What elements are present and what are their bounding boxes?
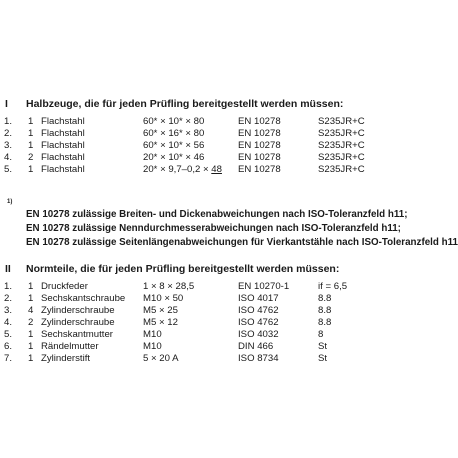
row-name: Sechskantschraube [41,293,126,304]
table-row [0,164,458,176]
section-2-number: II [5,263,11,275]
row-position: 5. [4,164,13,175]
section-1-title: Halbzeuge, die für jeden Prüfling bereitgestellt werden müssen: [26,98,344,110]
row-name: Sechskantmutter [41,329,113,340]
footnote-line [0,223,458,236]
table-row [0,293,458,305]
row-quantity: 2 [28,152,34,163]
row-name: Zylinderschraube [41,317,115,328]
table-row [0,329,458,341]
table-row [0,152,458,164]
row-name: Zylinderschraube [41,305,115,316]
row-name: Flachstahl [41,152,85,163]
row-name: Zylinderstift [41,353,91,364]
row-dimension: M10 × 50 [143,293,184,304]
row-material: S235JR+C [318,164,365,175]
row-name: Druckfeder [41,281,88,292]
row-material: 8.8 [318,305,332,316]
row-dimension: 60* × 16* × 80 [143,128,205,139]
row-dimension: M10 [143,329,162,340]
section-2-title: Normteile, die für jeden Prüfling bereitgestellt werden müssen: [26,263,340,275]
footnote-mark: 1) [7,199,13,205]
row-quantity: 1 [28,116,34,127]
row-position: 2. [4,293,13,304]
row-name: Flachstahl [41,128,85,139]
row-quantity: 4 [28,305,34,316]
row-quantity: 1 [28,164,34,175]
row-position: 1. [4,116,13,127]
row-standard: ISO 8734 [238,353,279,364]
row-standard: ISO 4762 [238,317,279,328]
row-standard: EN 10270-1 [238,281,290,292]
row-material: 8.8 [318,293,332,304]
row-name: Rändelmutter [41,341,99,352]
row-dimension-underlined: 48 [211,164,222,175]
footnote-line [0,237,458,250]
table-row [0,140,458,152]
row-name: Flachstahl [41,116,85,127]
table-row [0,305,458,317]
row-quantity: 2 [28,317,34,328]
table-row [0,317,458,329]
row-position: 2. [4,128,13,139]
footnote-text: EN 10278 zulässige Nenndurchmesserabweichungen nach ISO-Toleranzfeld h11; [26,223,401,234]
row-quantity: 1 [28,293,34,304]
row-standard: ISO 4017 [238,293,279,304]
row-position: 6. [4,341,13,352]
row-dimension: 20* × 10* × 46 [143,152,205,163]
row-material: if = 6,5 [318,281,348,292]
row-quantity: 1 [28,281,34,292]
row-dimension [143,164,222,175]
row-name: Flachstahl [41,140,85,151]
row-position: 4. [4,317,13,328]
row-quantity: 1 [28,140,34,151]
row-position: 7. [4,353,13,364]
row-position: 3. [4,140,13,151]
row-material: S235JR+C [318,152,365,163]
row-dimension: M10 [143,341,162,352]
section-1-heading [0,98,458,112]
row-quantity: 1 [28,329,34,340]
row-standard: DIN 466 [238,341,274,352]
row-material: S235JR+C [318,116,365,127]
row-material: 8 [318,329,324,340]
row-dimension: 1 × 8 × 28,5 [143,281,195,292]
row-quantity: 1 [28,128,34,139]
row-material: St [318,353,328,364]
row-standard: ISO 4762 [238,305,279,316]
row-quantity: 1 [28,341,34,352]
table-row [0,341,458,353]
row-name: Flachstahl [41,164,85,175]
row-dimension-main: 20* × 9,7–0,2 × [143,164,212,175]
row-position: 3. [4,305,13,316]
row-quantity: 1 [28,353,34,364]
table-row [0,116,458,128]
table-row [0,281,458,293]
row-dimension: 60* × 10* × 56 [143,140,205,151]
row-material: 8.8 [318,317,332,328]
row-standard: EN 10278 [238,128,281,139]
footnote-text: EN 10278 zulässige Seitenlängenabweichungen für Vierkantstähle nach ISO-Toleranzfeld h11 [26,237,458,248]
row-material: S235JR+C [318,140,365,151]
row-dimension: M5 × 25 [143,305,178,316]
section-2-heading [0,263,458,277]
row-standard: EN 10278 [238,140,281,151]
row-dimension: M5 × 12 [143,317,178,328]
row-position: 1. [4,281,13,292]
footnote-line [0,209,458,222]
section-1-number: I [5,98,8,110]
row-material: St [318,341,328,352]
row-position: 5. [4,329,13,340]
row-standard: EN 10278 [238,152,281,163]
table-row [0,128,458,140]
row-dimension: 60* × 10* × 80 [143,116,205,127]
row-standard: ISO 4032 [238,329,279,340]
row-standard: EN 10278 [238,164,281,175]
row-position: 4. [4,152,13,163]
table-row [0,353,458,365]
footnote-text: EN 10278 zulässige Breiten- und Dickenabweichungen nach ISO-Toleranzfeld h11; [26,209,408,220]
row-dimension: 5 × 20 A [143,353,179,364]
row-standard: EN 10278 [238,116,281,127]
row-material: S235JR+C [318,128,365,139]
